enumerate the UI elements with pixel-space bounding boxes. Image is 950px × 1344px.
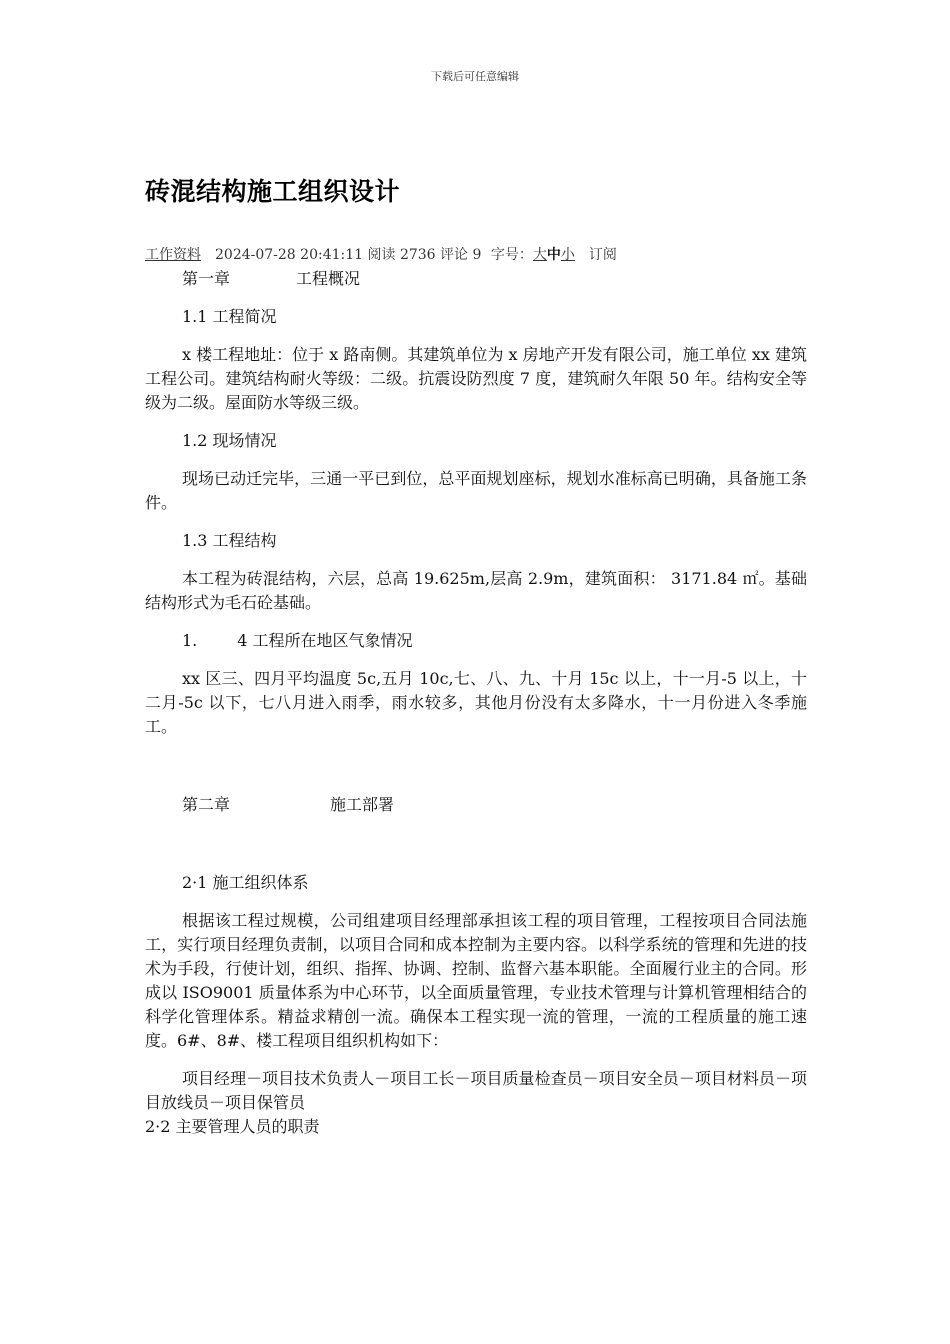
font-size-small-link[interactable]: 小 — [560, 247, 575, 263]
font-size-large-link[interactable]: 大 — [532, 247, 547, 263]
section-1-1-heading: 1.1 工程简况 — [182, 307, 277, 326]
section-1-4-text: xx 区三、四月平均温度 5c,五月 10c,七、八、九、十月 15c 以上，十一月-5 以上，十二月-5c 以下，七八月进入雨季，雨水较多，其他月份没有太多降水，十一月份进入冬季施工。 — [145, 669, 807, 736]
font-size-medium-link[interactable]: 中 — [546, 247, 561, 263]
section-1-3-text: 本工程为砖混结构，六层，总高 19.625m,层高 2.9m，建筑面积： 3171.84 ㎡。基础结构形式为毛石砼基础。 — [145, 569, 807, 612]
reads-count: 2736 — [399, 247, 436, 263]
subscribe-link[interactable]: 订阅 — [588, 247, 617, 263]
section-1-2-heading: 1.2 现场情况 — [182, 431, 277, 450]
article-body — [145, 267, 807, 1139]
section-1-3-heading: 1.3 工程结构 — [182, 531, 277, 550]
font-size-label: 字号： — [490, 247, 533, 263]
page-title: 砖混结构施工组织设计 — [145, 177, 401, 206]
chapter-2-name: 施工部署 — [330, 795, 395, 814]
chapter-1-name: 工程概况 — [296, 269, 361, 288]
category-link[interactable]: 工作资料 — [145, 247, 201, 263]
chapter-1-label: 第一章 — [182, 269, 231, 288]
org-chain-text: 项目经理－项目技术负责人－项目工长－项目质量检查员－项目安全员－项目材料员－项目放线员－项目保管员 — [145, 1069, 807, 1112]
section-2-2-heading: 2·2 主要管理人员的职责 — [145, 1117, 320, 1136]
post-datetime: 2024-07-28 20:41:11 — [215, 247, 364, 263]
section-2-1-heading: 2·1 施工组织体系 — [182, 873, 309, 892]
section-1-1-text: x 楼工程地址：位于 x 路南侧。其建筑单位为 x 房地产开发有限公司，施工单位 xx 建筑工程公司。建筑结构耐火等级：二级。抗震设防烈度 7 度，建筑耐久年限 50 年。结构安全等级为二级。屋面防水等级三级。 — [145, 345, 807, 412]
section-1-4-title: 4 工程所在地区气象情况 — [237, 631, 413, 650]
section-1-4-number: 1. — [182, 631, 198, 650]
section-2-1-text: 根据该工程过规模，公司组建项目经理部承担该工程的项目管理，工程按项目合同法施工，实行项目经理负责制，以项目合同和成本控制为主要内容。以科学系统的管理和先进的技术为手段，行使计划，组织、指挥、协调、控制、监督六基本职能。全面履行业主的合同。形成以 ISO9001 质量体系为中心环节，以全面质量管理，专业技术管理与计算机管理相结合的科学化管理体系。精益求精创一流。确保本工程实现一流的管理，一流的工程质量的施工速度。6#、8#、楼工程项目组织机构如下： — [145, 911, 807, 1050]
section-1-4-heading — [145, 629, 807, 653]
comments-count[interactable]: 9 — [472, 247, 482, 263]
section-1-2-text: 现场已动迁完毕，三通一平已到位，总平面规划座标，规划水准标高已明确，具备施工条件。 — [145, 469, 807, 512]
reads-label: 阅读 — [367, 247, 396, 263]
article-meta — [145, 244, 617, 264]
comments-label[interactable]: 评论 — [440, 247, 469, 263]
chapter-1-heading — [145, 267, 807, 291]
chapter-2-label: 第二章 — [182, 795, 231, 814]
chapter-2-heading — [145, 793, 807, 817]
header-note: 下载后可任意编辑 — [431, 70, 519, 83]
